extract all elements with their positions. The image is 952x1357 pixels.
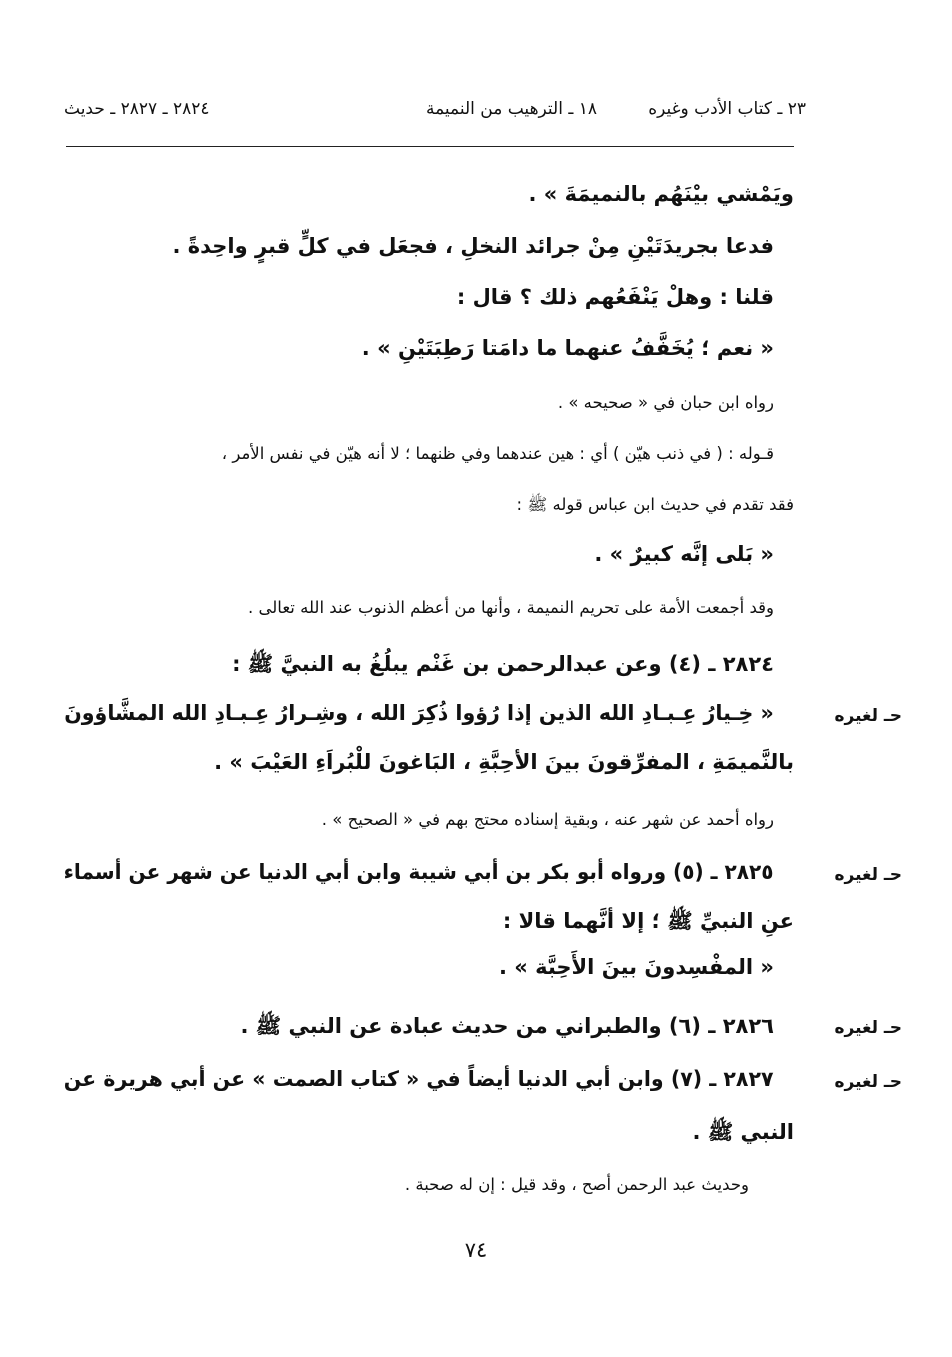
text-line: « خِـيارُ عِـبـادِ الله الذين إذا رُؤوا ذُكِرَ الله ، وشِـرارُ عِـبـادِ الله المشَّاؤونَ: [64, 701, 774, 725]
text-line: قلنا : وهلْ يَنْفَعُهم ذلك ؟ قال :: [456, 285, 774, 309]
page-number: ٧٤: [464, 1238, 488, 1262]
header-divider: [66, 146, 794, 147]
hadith-2824-heading: ٢٨٢٤ ـ (٤) وعن عبدالرحمن بن غَنْم يبلُغُ به النبيَّ ﷺ :: [232, 652, 774, 676]
text-line: النبي ﷺ .: [692, 1120, 794, 1144]
header-chapter-title: ١٨ ـ الترهيب من النميمة: [425, 99, 597, 119]
text-line: « المفْسِدونَ بينَ الأَحِبَّة » .: [498, 955, 774, 979]
grade-label: حـ لغيره: [834, 1072, 902, 1092]
grade-label: حـ لغيره: [834, 706, 902, 726]
text-line: « بَلى إنَّه كبيرٌ » .: [594, 542, 774, 566]
text-line: فقد تقدم في حديث ابن عباس قوله ﷺ :: [516, 495, 794, 514]
text-line: قـوله : ( في ذنب هيّن ) أي : هين عندهما وفي ظنهما ؛ لا أنه هيّن في نفس الأمر ،: [221, 444, 774, 463]
text-line: رواه أحمد عن شهر عنه ، وبقية إسناده محتج بهم في « الصحيح » .: [321, 810, 774, 829]
grade-label: حـ لغيره: [834, 865, 902, 885]
hadith-2826-heading: ٢٨٢٦ ـ (٦) والطبراني من حديث عبادة عن النبي ﷺ .: [240, 1014, 774, 1038]
text-line: وحديث عبد الرحمن أصح ، وقد قيل : إن له صحبة .: [404, 1175, 749, 1194]
text-line: « نعم ؛ يُخَفَّفُ عنهما ما دامَتا رَطِبَتَيْنِ » .: [361, 336, 774, 360]
header-hadith-range: ٢٨٢٤ ـ ٢٨٢٧ ـ حديث: [64, 99, 210, 119]
grade-label: حـ لغيره: [834, 1018, 902, 1038]
hadith-2825-heading: ٢٨٢٥ ـ (٥) ورواه أبو بكر بن أبي شيبة وابن أبي الدنيا عن شهر عن أسماء: [64, 860, 774, 884]
text-line: ويَمْشي بيْنَهُم بالنميمَةَ » .: [528, 182, 794, 206]
text-line: وقد أجمعت الأمة على تحريم النميمة ، وأنها من أعظم الذنوب عند الله تعالى .: [248, 598, 774, 617]
text-line: فدعا بجريدَتَيْنِ مِنْ جرائد النخلِ ، فجعَل في كلٍّ قبرٍ واحِدةً .: [172, 234, 774, 258]
text-line: بالنَّميمَةِ ، المفرِّقونَ بينَ الأحِبَّةِ ، البَاغونَ للْبُراَءِ العَيْبَ » .: [214, 750, 794, 774]
text-line: رواه ابن حبان في « صحيحه » .: [557, 393, 774, 412]
hadith-2827-heading: ٢٨٢٧ ـ (٧) وابن أبي الدنيا أيضاً في « كتاب الصمت » عن أبي هريرة عن: [64, 1067, 774, 1091]
header-book-title: ٢٣ ـ كتاب الأدب وغيره: [648, 99, 806, 119]
text-line: عنِ النبيِّ ﷺ ؛ إلا أنَّهما قالا :: [502, 909, 794, 933]
